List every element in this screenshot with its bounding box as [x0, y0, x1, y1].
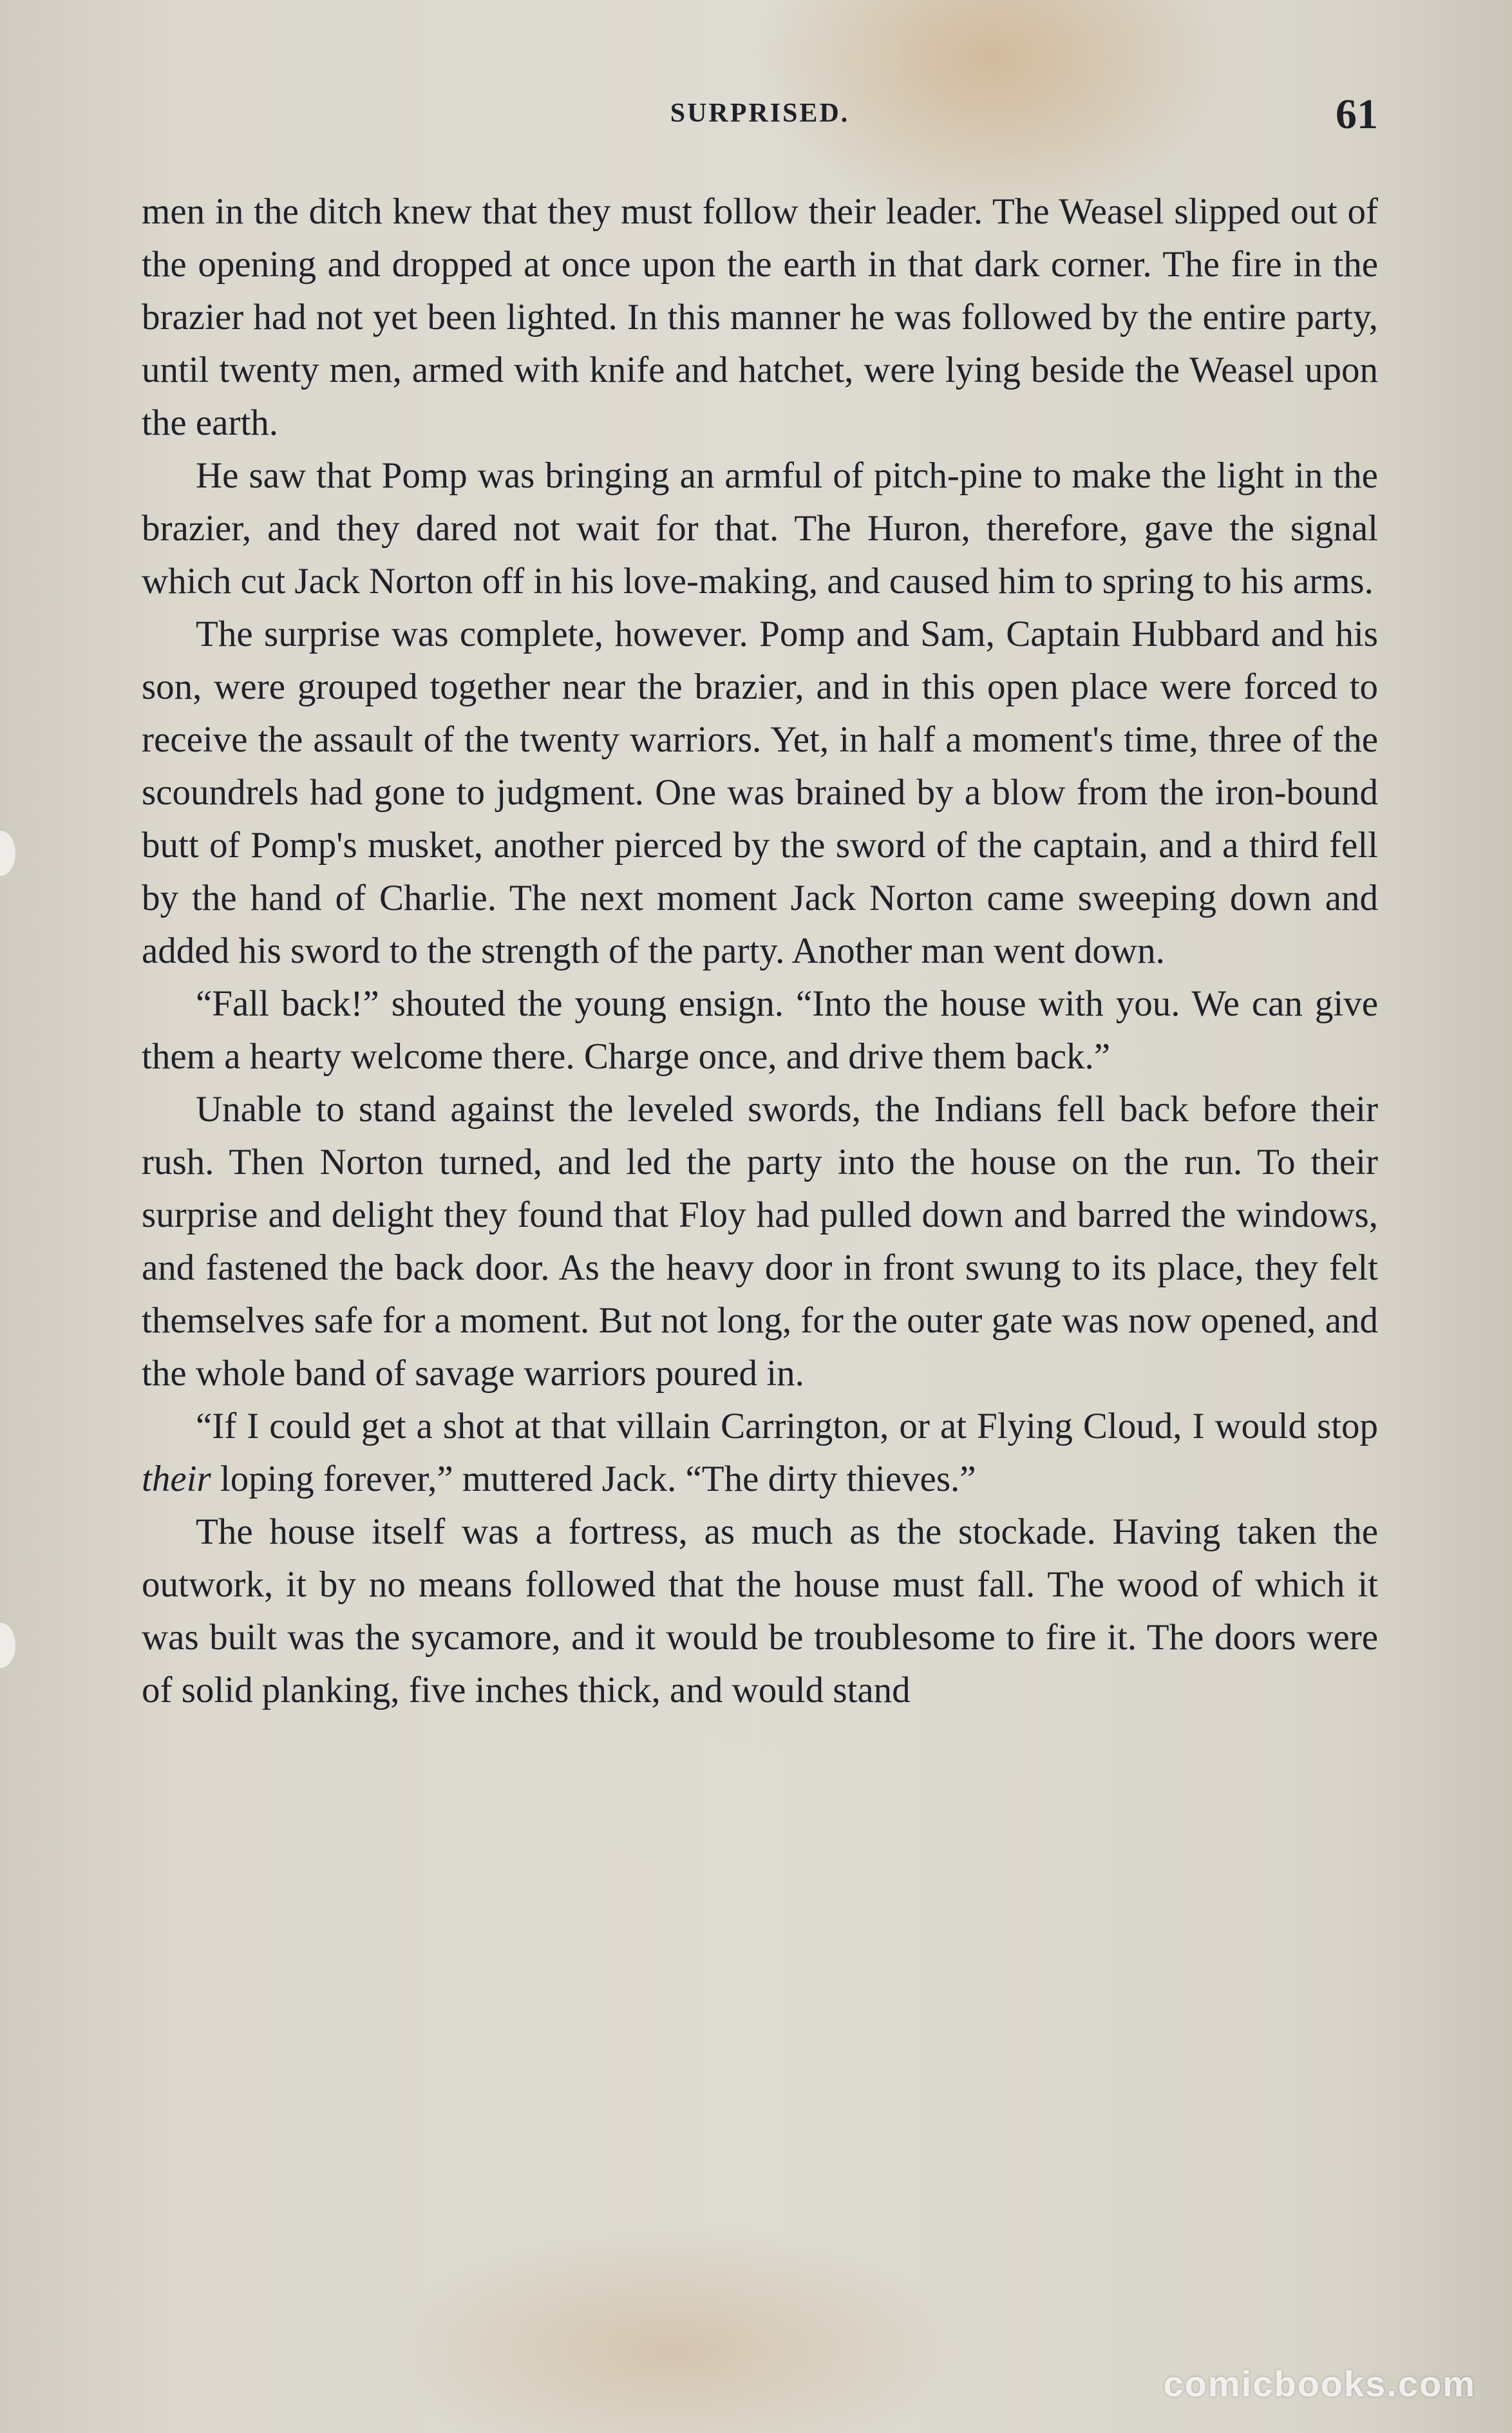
paragraph: Unable to stand against the leveled swords, the Indians fell back before their rush. Then Norton turned, and led the party into the house on the run. To their surprise and delight they found that Floy had pulled down and barred the windows, and fastened the back door. As the heavy door in front swung to its place, they felt themselves safe for a moment. But not long, for the outer gate was now opened, and the whole band of savage warriors poured in. [142, 1089, 1378, 1394]
page-header [142, 90, 1378, 142]
paragraph [142, 1400, 1378, 1506]
paragraph-text: “If I could get a shot at that villain Carrington, or at Flying Cloud, I would stop [196, 1406, 1378, 1446]
paragraph-text: loping forever,” muttered Jack. “The dirty thieves.” [211, 1459, 976, 1499]
paragraph: He saw that Pomp was bringing an armful of pitch-pine to make the light in the brazier, and they dared not wait for that. The Huron, therefore, gave the signal which cut Jack Norton off in his love-making, and caused him to spring to his arms. [142, 455, 1378, 601]
paragraph: The house itself was a fortress, as much as the stockade. Having taken the outwork, it by no means followed that the house must fall. The wood of which it was built was the sycamore, and it would be troublesome to fire it. The doors were of solid planking, five inches thick, and would stand [142, 1511, 1378, 1710]
punch-hole [0, 1623, 15, 1668]
punch-hole [0, 831, 15, 876]
paragraph: The surprise was complete, however. Pomp and Sam, Captain Hubbard and his son, were grouped together near the brazier, and in this open place were forced to receive the assault of the twenty warriors. Yet, in half a moment's time, three of the scoundrels had gone to judgment. One was brained by a blow from the iron-bound butt of Pomp's musket, another pierced by the sword of the captain, and a third fell by the hand of Charlie. The next moment Jack Norton came sweeping down and added his sword to the strength of the party. Another man went down. [142, 614, 1378, 971]
watermark-logo: comicbooks.com [1163, 2363, 1476, 2404]
paragraph: men in the ditch knew that they must follow their leader. The Weasel slipped out of the opening and dropped at once upon the earth in that dark corner. The fire in the brazier had not yet been lighted. In this manner he was followed by the entire party, until twenty men, armed with knife and hatchet, were lying beside the Weasel upon the earth. [142, 191, 1378, 443]
running-head: SURPRISED. [670, 99, 850, 128]
emphasized-word: their [142, 1459, 211, 1499]
body-text [142, 185, 1378, 1717]
paragraph: “Fall back!” shouted the young ensign. “Into the house with you. We can give them a hearty welcome there. Charge once, and drive them back.” [142, 983, 1378, 1077]
page-number: 61 [1336, 91, 1378, 138]
